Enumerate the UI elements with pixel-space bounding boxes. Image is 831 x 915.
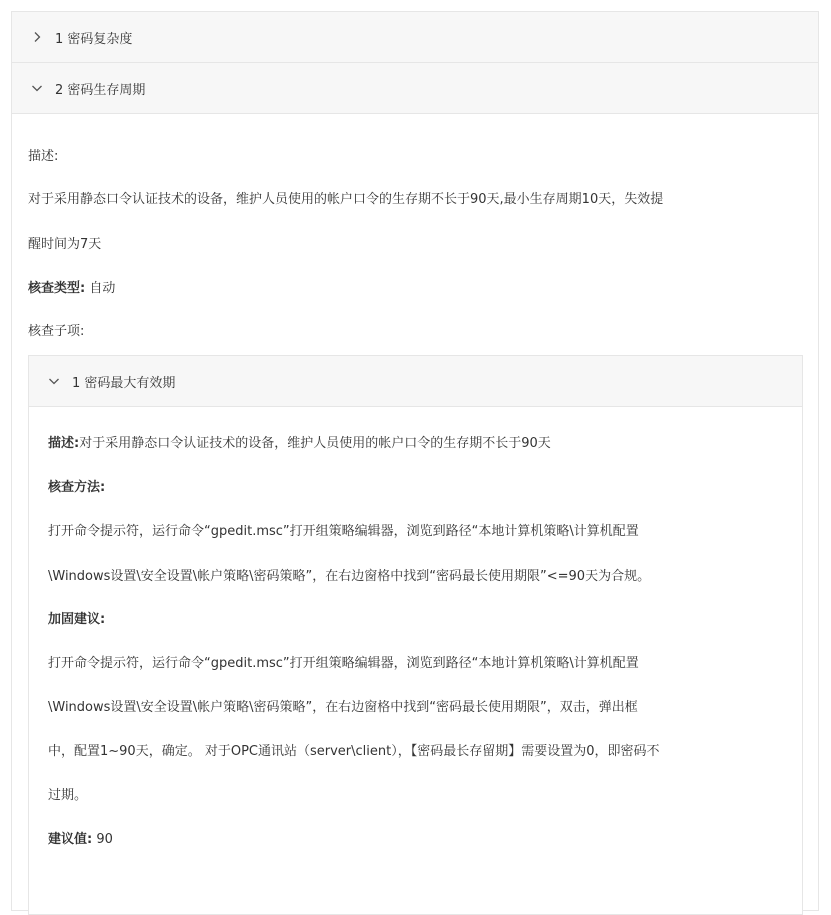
panel-title	[55, 79, 145, 98]
subitem-title-text: 密码最大有效期	[84, 375, 176, 391]
description-line-1: 对于采用静态口令认证技术的设备，维护人员使用的帐户口令的生存期不长于90天,最小生存周期10天，失效提	[28, 192, 664, 207]
check-type-label: 核查类型:	[28, 281, 86, 296]
outer-collapse-panel	[11, 11, 819, 911]
recommended-value-number: 90	[96, 832, 113, 847]
panel-header-password-complexity[interactable]	[12, 12, 818, 63]
subitem-description	[48, 434, 551, 453]
subitem-title	[72, 372, 175, 391]
panel-number: 1	[55, 31, 64, 47]
advice-line-1: 打开命令提示符，运行命令“gpedit.msc”打开组策略编辑器，浏览到路径“本地计算机策略\计算机配置	[48, 656, 639, 671]
panel-number: 2	[55, 82, 64, 98]
method-line-2: \Windows设置\安全设置\帐户策略\密码策略”，在右边窗格中找到“密码最长使用期限”<=90天为合规。	[48, 569, 651, 584]
recommended-value	[48, 830, 113, 849]
description-label: 描述:	[28, 149, 59, 164]
advice-line-3: 中，配置1~90天，确定。 对于OPC通讯站（server\client），【密码最长存留期】需要设置为0，即密码不	[48, 744, 660, 759]
advice-label: 加固建议:	[48, 612, 106, 627]
subitem-number: 1	[72, 375, 81, 391]
advice-line-4: 过期。	[48, 788, 88, 803]
method-label: 核查方法:	[48, 480, 106, 495]
subitem-description-value: 对于采用静态口令认证技术的设备，维护人员使用的帐户口令的生存期不长于90天	[79, 436, 551, 451]
panel-title-text: 密码复杂度	[67, 31, 133, 47]
check-type-value: 自动	[89, 281, 116, 296]
panel-header-password-lifetime[interactable]	[12, 63, 818, 114]
chevron-down-icon	[30, 81, 44, 95]
panel-title	[55, 28, 132, 47]
panel-title-text: 密码生存周期	[67, 82, 146, 98]
subitem-description-label: 描述:	[48, 436, 80, 451]
description-line-2: 醒时间为7天	[28, 237, 102, 252]
method-line-1: 打开命令提示符，运行命令“gpedit.msc”打开组策略编辑器，浏览到路径“本地计算机策略\计算机配置	[48, 524, 639, 539]
check-type	[28, 279, 115, 298]
chevron-down-icon	[47, 374, 61, 388]
chevron-right-icon	[30, 30, 44, 44]
advice-line-2: \Windows设置\安全设置\帐户策略\密码策略”，在右边窗格中找到“密码最长使用期限”，双击，弹出框	[48, 700, 638, 715]
subitem-header-max-password-age[interactable]	[29, 356, 802, 407]
recommended-value-label: 建议值:	[48, 832, 93, 847]
subitems-label: 核查子项:	[28, 324, 85, 339]
subitem-panel	[28, 355, 803, 915]
